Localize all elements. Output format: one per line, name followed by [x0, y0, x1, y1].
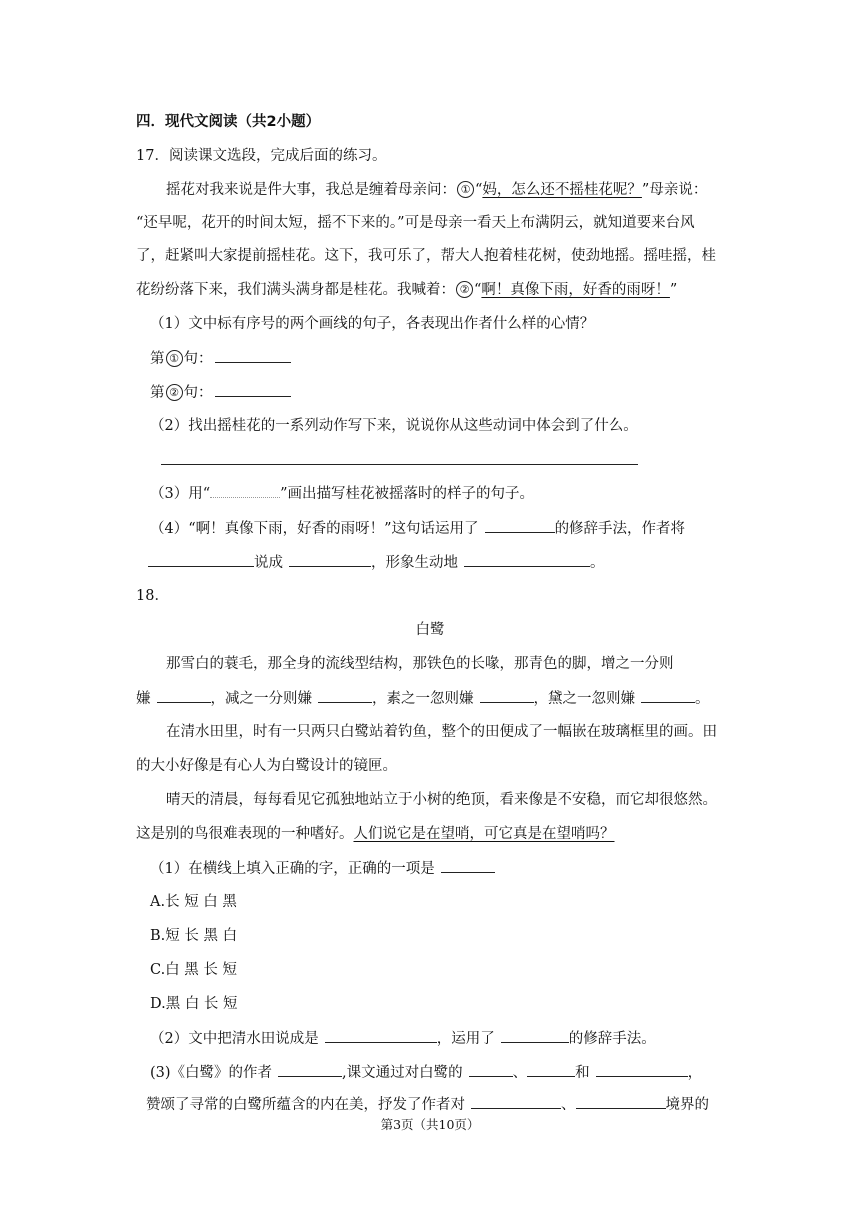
wavy-line-mark — [210, 485, 280, 498]
text: 和 — [575, 1065, 590, 1081]
option-a[interactable]: A.长 短 白 黑 — [150, 894, 237, 910]
q18-number: 18． — [136, 588, 169, 604]
q18-passage-line-2 — [136, 688, 710, 709]
text: ，减之一分则嫌 — [210, 691, 312, 707]
answer-blank[interactable] — [471, 1094, 561, 1109]
underlined-sentence: 人们说它是在望哨，可它真是在望哨吗？ — [353, 826, 615, 842]
underlined-sentence-2: 啊！真像下雨，好香的雨呀！ — [481, 282, 670, 298]
q17-sub4-line-2 — [148, 552, 605, 573]
text: 说成 — [254, 555, 283, 571]
text: ,课文通过对白鹭的 — [342, 1065, 463, 1081]
answer-blank[interactable] — [527, 1062, 575, 1077]
q17-sub1-answer-1 — [150, 348, 291, 369]
text: 花纷纷落下来，我们满头满身都是桂花。我喊着： — [136, 282, 455, 298]
answer-blank[interactable] — [325, 1028, 437, 1043]
answer-blank[interactable] — [596, 1062, 688, 1077]
text: 嫌 — [136, 691, 151, 707]
q17-sub2: （2）找出摇桂花的一系列动作写下来，说说你从这些动词中体会到了什么。 — [150, 418, 638, 434]
quote-open: “ — [474, 282, 482, 298]
answer-blank[interactable] — [215, 348, 291, 363]
q18-passage-line-3: 在清水田里，时有一只两只白鹭站着钓鱼，整个的田便成了一幅嵌在玻璃框里的画。田 — [166, 724, 717, 740]
answer-blank[interactable] — [641, 688, 695, 703]
answer-blank[interactable] — [469, 1062, 513, 1077]
option-b[interactable]: B.短 长 黑 白 — [150, 928, 238, 944]
page-footer: 第3页（共10页） — [380, 1117, 480, 1132]
option-c[interactable]: C.白 黑 长 短 — [150, 962, 238, 978]
text: 第 — [150, 385, 165, 401]
q17-passage-line-4 — [136, 280, 677, 300]
answer-blank[interactable] — [485, 518, 555, 533]
circled-number-2: ② — [166, 384, 183, 401]
text: 。 — [590, 555, 605, 571]
circled-number-1: ① — [457, 181, 474, 198]
q17-sub3 — [150, 484, 534, 504]
q17-passage-line-3: 了，赶紧叫大家提前摇桂花。这下，我可乐了，帮大人抱着桂花树，使劲地摇。摇哇摇，桂 — [136, 248, 716, 264]
q18-passage-line-4: 的大小好像是有心人为白鹭设计的镜匣。 — [136, 758, 397, 774]
text: ，形象生动地 — [371, 555, 458, 571]
quote-close: ” — [669, 282, 678, 298]
text: 摇花对我来说是件大事，我总是缠着母亲问： — [166, 182, 456, 198]
text: (3)《白鹭》的作者 — [150, 1065, 273, 1081]
answer-blank[interactable] — [278, 1062, 342, 1077]
text: 境界的 — [665, 1097, 709, 1113]
q17-passage-line-2: “还早呢，花开的时间太短，摇不下来的。”可是母亲一看天上布满阴云，就知道要来台风 — [136, 215, 695, 231]
text: ，素之一忽则嫌 — [372, 691, 474, 707]
q18-passage-line-6 — [136, 824, 615, 844]
q17-sub1-answer-2 — [150, 382, 291, 403]
text: （1）在横线上填入正确的字，正确的一项是 — [150, 861, 435, 877]
text: 第 — [150, 351, 165, 367]
answer-blank[interactable] — [157, 688, 211, 703]
q18-passage-line-5: 晴天的清晨，每每看见它孤独地站立于小树的绝顶，看来像是不安稳，而它却很悠然。 — [166, 792, 717, 808]
q17-sub4-line-1 — [150, 518, 685, 539]
text: （4）“啊！真像下雨，好香的雨呀！”这句话运用了 — [150, 521, 479, 537]
text: ，运用了 — [436, 1031, 495, 1047]
answer-blank[interactable] — [289, 552, 371, 567]
text: 句： — [183, 351, 213, 367]
passage-title: 白鹭 — [415, 622, 445, 638]
answer-blank[interactable] — [480, 688, 534, 703]
text: （3）用“ — [150, 486, 211, 502]
q18-sub3-line-2 — [146, 1094, 709, 1115]
q18-sub1 — [150, 858, 495, 879]
text: （2）文中把清水田说成是 — [150, 1031, 319, 1047]
text: 这是别的鸟很难表现的一种嗜好。 — [136, 826, 354, 842]
text: 、 — [561, 1097, 576, 1113]
text: ， — [687, 1065, 703, 1081]
section-title: 四．现代文阅读（共2小题） — [136, 114, 321, 130]
underlined-sentence-1: 妈，怎么还不摇桂花呢？ — [482, 182, 642, 198]
q18-passage-line-1: 那雪白的蓑毛，那全身的流线型结构，那铁色的长喙，那青色的脚，增之一分则 — [166, 656, 674, 672]
answer-line[interactable] — [161, 464, 638, 465]
q17-stem: 17．阅读课文选段，完成后面的练习。 — [136, 148, 387, 164]
text: 句： — [183, 385, 213, 401]
text: 赞颂了寻常的白鹭所蕴含的内在美，抒发了作者对 — [146, 1097, 465, 1113]
circled-number-1: ① — [166, 350, 183, 367]
circled-number-2: ② — [456, 281, 473, 298]
q17-passage-line-1 — [166, 180, 707, 200]
q18-sub2 — [150, 1028, 656, 1049]
q18-sub3-line-1 — [150, 1062, 702, 1083]
answer-blank[interactable] — [215, 382, 291, 397]
text: 的修辞手法。 — [568, 1031, 656, 1047]
answer-blank[interactable] — [148, 552, 254, 567]
answer-blank[interactable] — [464, 552, 590, 567]
answer-blank[interactable] — [576, 1094, 666, 1109]
answer-blank[interactable] — [318, 688, 372, 703]
quote-open: “ — [475, 182, 483, 198]
text: 的修辞手法，作者将 — [554, 521, 686, 537]
text: 、 — [512, 1065, 528, 1081]
q17-sub1: （1）文中标有序号的两个画线的句子，各表现出作者什么样的心情？ — [150, 316, 595, 332]
text: ，黛之一忽则嫌 — [533, 691, 635, 707]
text: 。 — [695, 691, 710, 707]
option-d[interactable]: D.黑 白 长 短 — [150, 996, 238, 1012]
text: ”母亲说： — [641, 182, 708, 198]
answer-blank[interactable] — [501, 1028, 569, 1043]
text: ”画出描写桂花被摇落时的样子的句子。 — [280, 486, 535, 502]
answer-blank[interactable] — [441, 858, 495, 873]
